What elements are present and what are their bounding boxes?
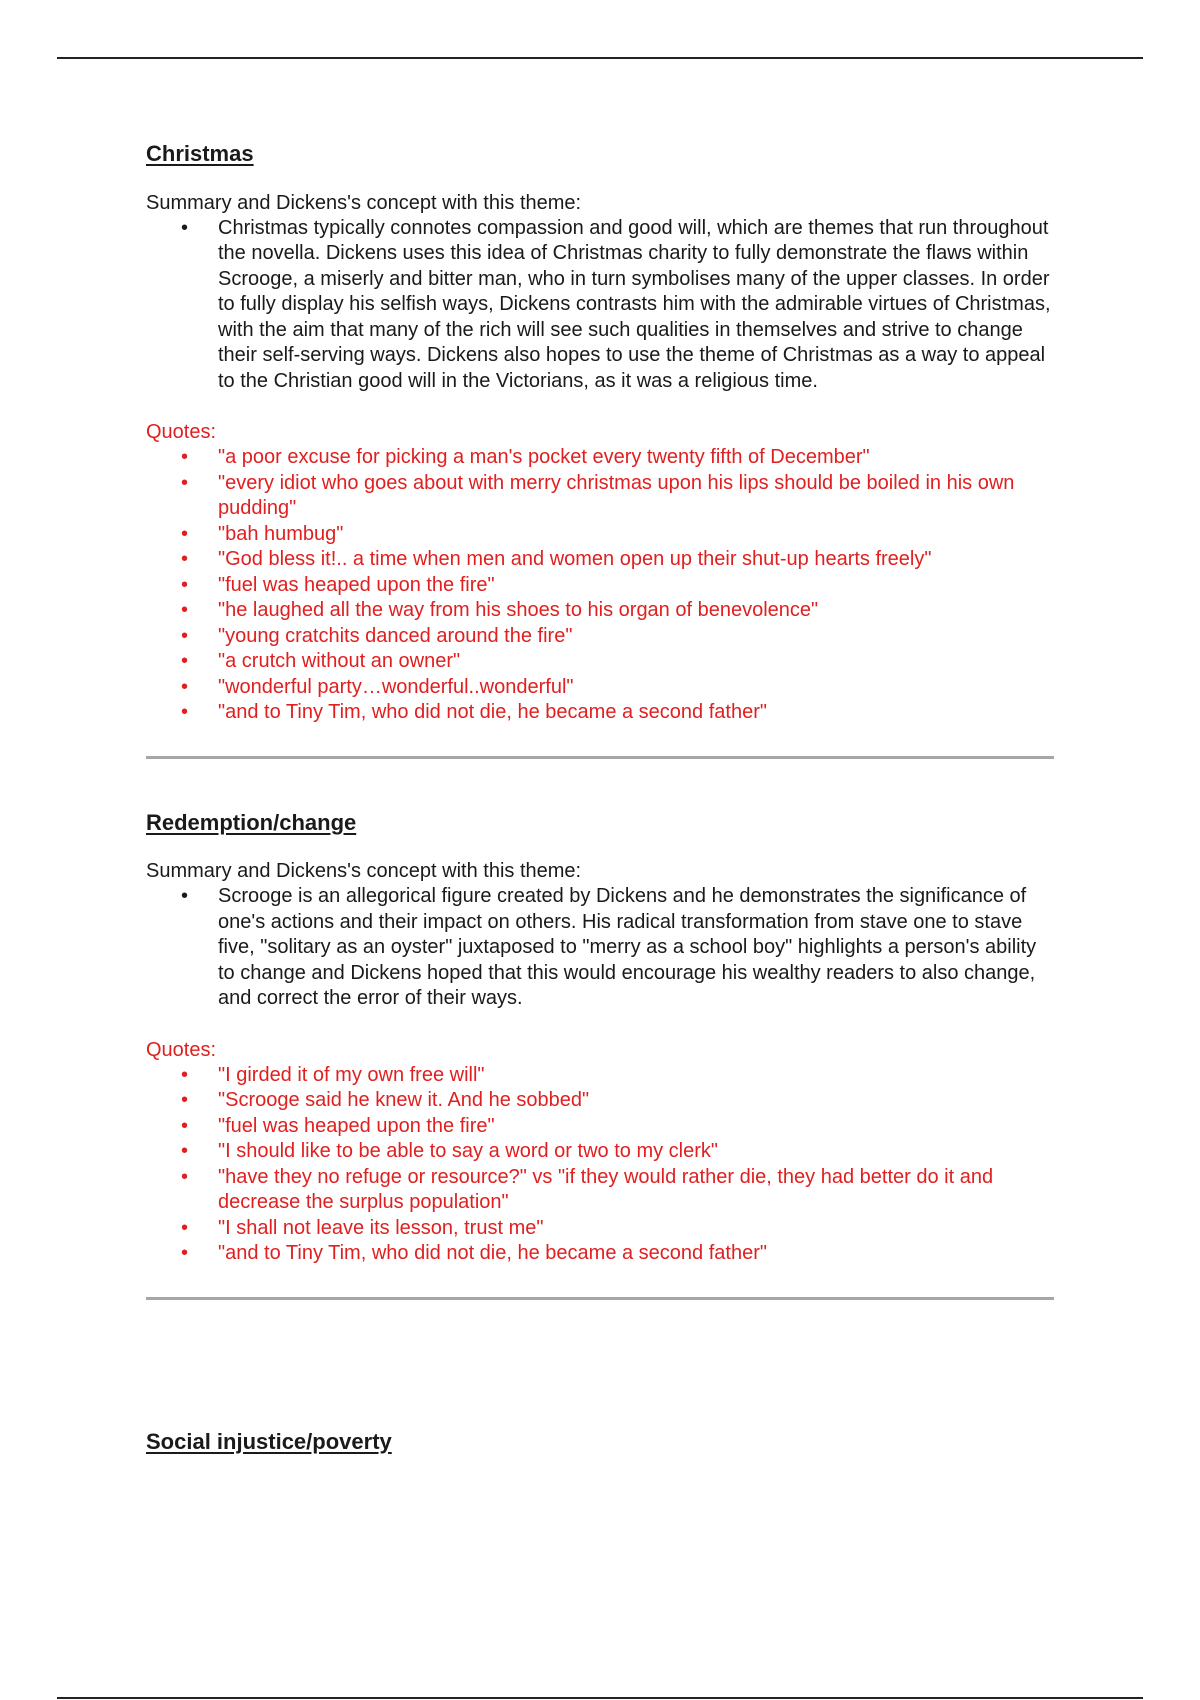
document-body [146, 140, 1056, 1478]
quote-item: • "have they no refuge or resource?" vs "if they would rather die, they had better do it and decrease the surplus population" [218, 1165, 1056, 1216]
quote-item: • "every idiot who goes about with merry christmas upon his lips should be boiled in his own pudding" [218, 471, 1056, 522]
section-title: Social injustice/poverty [146, 1428, 392, 1454]
quote-item: • "I should like to be able to say a word or two to my clerk" [218, 1139, 1056, 1165]
quote-item: • "I girded it of my own free will" [218, 1063, 1056, 1089]
quote-list [146, 1063, 1056, 1267]
quote-item: • "a crutch without an owner" [218, 649, 1056, 675]
bottom-rule [57, 1697, 1143, 1699]
quotes-label: Quotes: [146, 421, 217, 444]
quote-item: • "young cratchits danced around the fire" [218, 624, 1056, 650]
summary-list [146, 884, 1056, 1012]
section-christmas [146, 140, 1056, 759]
section-title: Christmas [146, 141, 254, 166]
quotes-label: Quotes: [146, 1038, 217, 1061]
quote-list [146, 445, 1056, 726]
quote-item: • "and to Tiny Tim, who did not die, he became a second father" [218, 700, 1056, 726]
quote-item: • "fuel was heaped upon the fire" [218, 573, 1056, 599]
section-divider [146, 756, 1054, 759]
summary-text: • Christmas typically connotes compassion and good will, which are themes that run throughout the novella. Dickens uses this idea of Christmas charity to fully demonstrate the flaws within Scrooge, a miserly and bitter man, who in turn symbolises many of the upper classes. In order to fully display his selfish ways, Dickens contrasts him with the admirable virtues of Christmas, with the aim that many of the rich will see such qualities in themselves and strive to change their self-serving ways. Dickens also hopes to use the theme of Christmas as a way to appeal to the Christian good will in the Victorians, as it was a religious time. [218, 216, 1056, 395]
quote-item: • "Scrooge said he knew it. And he sobbed" [218, 1088, 1056, 1114]
quote-item: • "God bless it!.. a time when men and women open up their shut-up hearts freely" [218, 547, 1056, 573]
summary-label: Summary and Dickens's concept with this theme: [146, 191, 582, 214]
top-rule [57, 57, 1143, 59]
quote-item: • "and to Tiny Tim, who did not die, he became a second father" [218, 1241, 1056, 1267]
section-redemption [146, 809, 1056, 1300]
quote-item: • "wonderful party…wonderful..wonderful" [218, 675, 1056, 701]
summary-text: • Scrooge is an allegorical figure created by Dickens and he demonstrates the significance of one's actions and their impact on others. His radical transformation from stave one to stave five, "solitary as an oyster" juxtaposed to "merry as a school boy" highlights a person's ability to change and Dickens hoped that this would encourage his wealthy readers to also change, and correct the error of their ways. [218, 884, 1056, 1012]
summary-list [146, 216, 1056, 395]
section-title: Redemption/change [146, 809, 357, 835]
quote-item: • "he laughed all the way from his shoes to his organ of benevolence" [218, 598, 1056, 624]
quote-item: • "fuel was heaped upon the fire" [218, 1114, 1056, 1140]
quote-item: • "bah humbug" [218, 522, 1056, 548]
quote-item: • "a poor excuse for picking a man's pocket every twenty fifth of December" [218, 445, 1056, 471]
quote-item: • "I shall not leave its lesson, trust me" [218, 1216, 1056, 1242]
section-divider [146, 1297, 1054, 1300]
summary-label: Summary and Dickens's concept with this theme: [146, 860, 582, 883]
section-social-injustice [146, 1428, 1056, 1457]
